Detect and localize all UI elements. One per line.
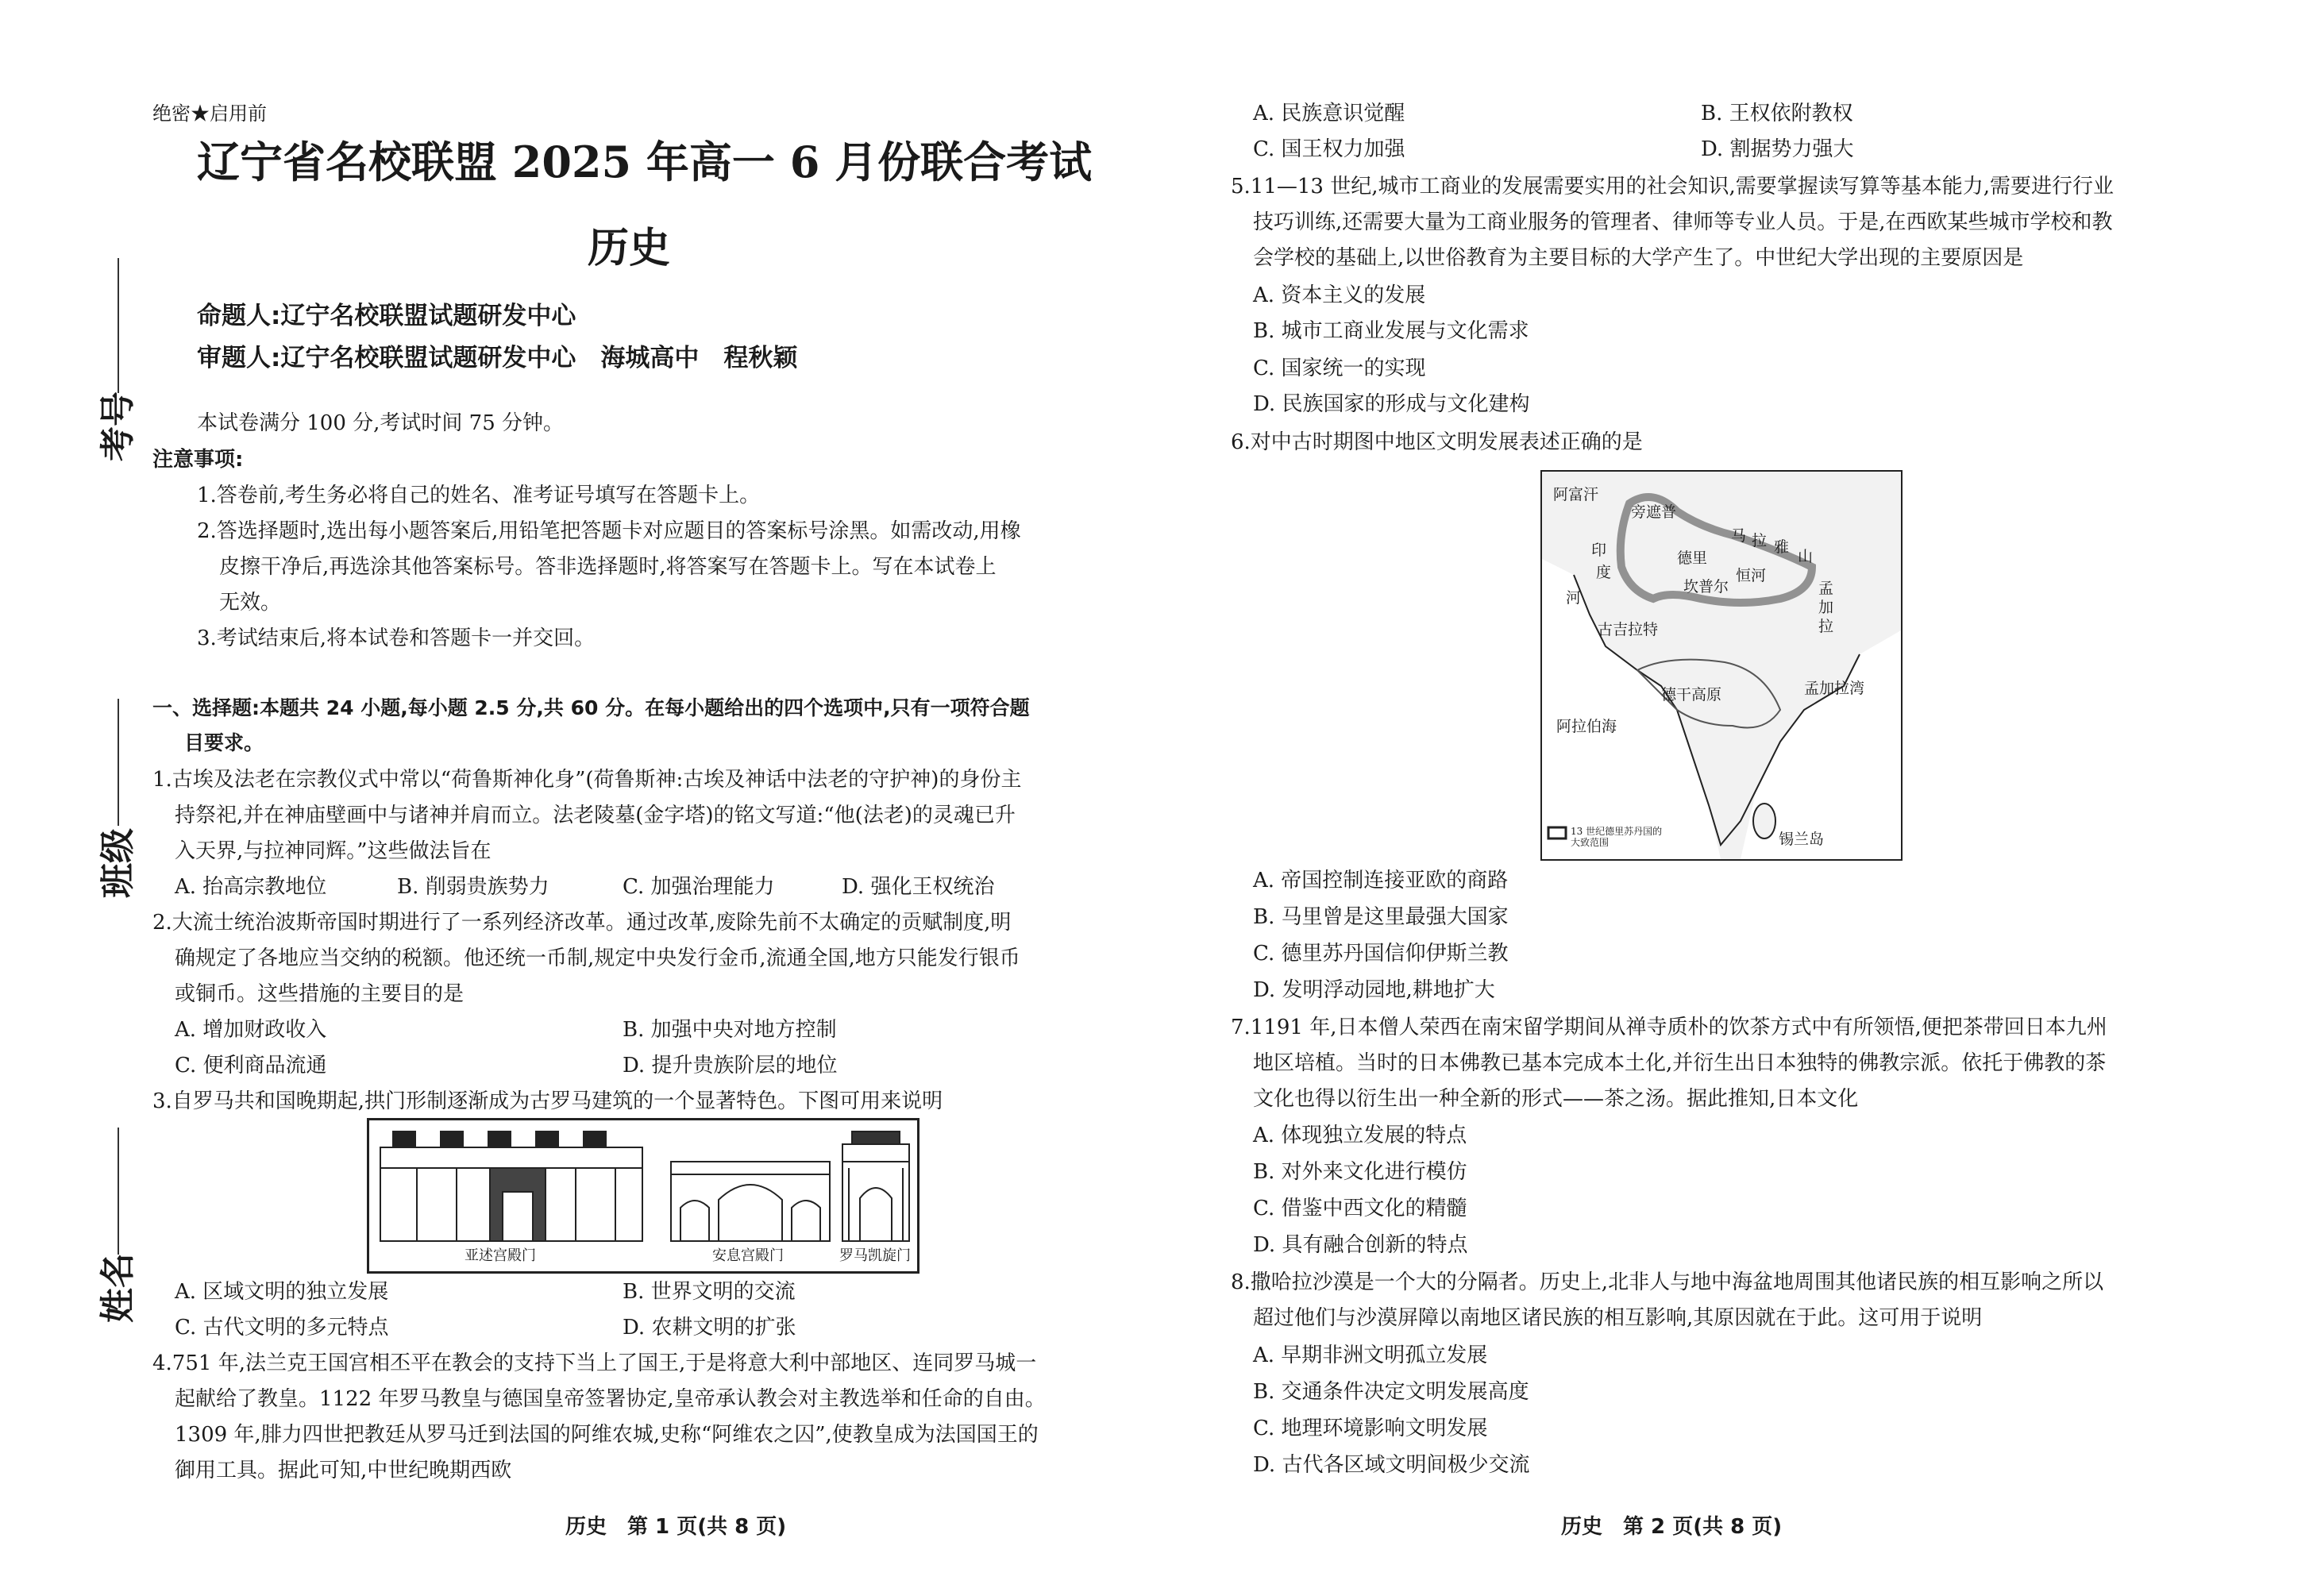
option-d: D. 农耕文明的扩张 (623, 1316, 796, 1340)
option-d: D. 发明浮动园地,耕地扩大 (1253, 978, 1495, 1002)
question-stem: 御用工具。据此可知,中世纪晚期西欧 (175, 1459, 512, 1482)
note-line: 2.答选择题时,选出每小题答案后,用铅笔把答题卡对应题目的答案标号涂黑。如需改动,用橡 (197, 519, 1021, 543)
option-c: C. 加强治理能力 (623, 875, 775, 899)
question-stem: 7.1191 年,日本僧人荣西在南宋留学期间从禅寺质朴的饮茶方式中有所领悟,便把茶带回日本九州 (1231, 1016, 2107, 1039)
label-ganges: 恒河 (1736, 567, 1767, 584)
question-stem: 4.751 年,法兰克王国宫相丕平在教会的支持下当上了国王,于是将意大利中部地区、连同罗马城一 (152, 1351, 1037, 1375)
question-stem: 1.古埃及法老在宗教仪式中常以“荷鲁斯神化身”(荷鲁斯神:古埃及神话中法老的守护神)的身份主 (152, 768, 1022, 792)
label-meng: 孟 (1818, 580, 1834, 597)
question-stem: 持祭祀,并在神庙壁画中与诸神并肩而立。法老陵墓(金字塔)的铭文写道:“他(法老)的灵魂已升 (175, 804, 1016, 827)
page-footer-left: 历史 第 1 页(共 8 页) (565, 1515, 787, 1539)
option-c: C. 国家统一的实现 (1253, 357, 1426, 380)
option-b: B. 城市工商业发展与文化需求 (1253, 319, 1529, 343)
option-d: D. 提升贵族阶层的地位 (623, 1054, 838, 1077)
assyrian-gate-drawing (380, 1131, 642, 1241)
exam-no-rule (118, 258, 119, 393)
label-la2: 拉 (1818, 618, 1834, 635)
option-a: A. 增加财政收入 (175, 1018, 327, 1042)
option-a: A. 体现独立发展的特点 (1253, 1124, 1467, 1147)
parthian-gate-drawing (671, 1162, 830, 1241)
label-delhi: 德里 (1677, 549, 1708, 567)
map-illustration (1542, 472, 1901, 859)
question-stem: 8.撒哈拉沙漠是一个大的分隔者。历史上,北非人与地中海盆地周围其他诸民族的相互影响之所以 (1231, 1270, 2104, 1294)
india-map (1540, 470, 1903, 861)
question-stem: 文化也得以衍生出一种全新的形式——茶之汤。据此推知,日本文化 (1253, 1087, 1859, 1111)
caption-assyrian: 亚述宫殿门 (465, 1247, 536, 1264)
option-b: B. 王权依附教权 (1701, 102, 1853, 125)
gates-illustration (369, 1120, 917, 1271)
question-stem: 起献给了教皇。1122 年罗马教皇与德国皇帝签署协定,皇帝承认教会对主教选举和任命的自由。 (175, 1387, 1046, 1411)
page-footer-right: 历史 第 2 页(共 8 页) (1561, 1515, 1783, 1539)
label-la: 拉 (1752, 532, 1768, 549)
map-legend-text: 13 世纪德里苏丹国的大致范围 (1571, 826, 1663, 848)
question-stem: 会学校的基础上,以世俗教育为主要目标的大学产生了。中世纪大学出现的主要原因是 (1253, 246, 2024, 270)
option-a: A. 早期非洲文明孤立发展 (1253, 1343, 1488, 1367)
option-d: D. 具有融合创新的特点 (1253, 1233, 1468, 1257)
note-line: 无效。 (219, 591, 282, 615)
label-bay-of-bengal: 孟加拉湾 (1804, 680, 1865, 697)
question-stem: 地区培植。当时的日本佛教已基本完成本土化,并衍生出日本独特的佛教宗派。依托于佛教的茶 (1253, 1051, 2107, 1075)
label-jia: 加 (1818, 599, 1834, 616)
label-shan: 山 (1798, 548, 1814, 565)
question-stem: 6.对中古时期图中地区文明发展表述正确的是 (1231, 430, 1643, 454)
notes-title: 注意事项: (152, 448, 244, 472)
label-gujarat: 古吉拉特 (1598, 621, 1659, 638)
author-line: 命题人:辽宁名校联盟试题研发中心 (197, 302, 576, 330)
question-stem: 2.大流士统治波斯帝国时期进行了一系列经济改革。通过改革,废除先前不太确定的贡赋制度,明 (152, 911, 1012, 935)
confidential-mark: 绝密★启用前 (152, 102, 267, 125)
caption-roman: 罗马凯旋门 (839, 1247, 911, 1264)
label-ma: 马 (1731, 527, 1747, 545)
exam-title: 辽宁省名校联盟 2025 年高一 6 月份联合考试 (197, 137, 1093, 187)
option-b: B. 世界文明的交流 (623, 1280, 796, 1304)
question-stem: 技巧训练,还需要大量为工商业服务的管理者、律师等专业人员。于是,在西欧某些城市学校和教 (1253, 210, 2113, 234)
option-c: C. 地理环境影响文明发展 (1253, 1417, 1488, 1440)
label-yin: 印 (1591, 542, 1607, 559)
option-a: A. 资本主义的发展 (1253, 283, 1426, 307)
question-stem: 入天界,与拉神同辉。”这些做法旨在 (175, 839, 492, 863)
option-c: C. 便利商品流通 (175, 1054, 327, 1077)
label-arabian-sea: 阿拉伯海 (1556, 718, 1617, 735)
label-du: 度 (1596, 564, 1612, 581)
option-d: D. 古代各区域文明间极少交流 (1253, 1453, 1530, 1477)
option-d: D. 民族国家的形成与文化建构 (1253, 392, 1530, 416)
question-stem: 或铜币。这些措施的主要目的是 (175, 982, 465, 1006)
option-a: A. 帝国控制连接亚欧的商路 (1253, 869, 1509, 892)
class-label: 班级 (98, 828, 138, 898)
roman-arch-drawing (842, 1131, 909, 1241)
option-b: B. 马里曾是这里最强大国家 (1253, 905, 1509, 929)
class-rule (118, 699, 119, 826)
option-b: B. 对外来文化进行模仿 (1253, 1160, 1467, 1184)
option-b: B. 交通条件决定文明发展高度 (1253, 1380, 1529, 1404)
label-deccan: 德干高原 (1661, 686, 1722, 704)
question-stem: 1309 年,腓力四世把教廷从罗马迁到法国的阿维农城,史称“阿维农之囚”,使教皇成为法国国王的 (175, 1423, 1039, 1447)
note-line: 3.考试结束后,将本试卷和答题卡一并交回。 (197, 626, 596, 650)
option-c: C. 借鉴中西文化的精髓 (1253, 1197, 1467, 1220)
question-stem: 确规定了各地应当交纳的税额。他还统一币制,规定中央发行金币,流通全国,地方只能发行银币 (175, 946, 1020, 970)
question-stem: 3.自罗马共和国晚期起,拱门形制逐渐成为古罗马建筑的一个显著特色。下图可用来说明 (152, 1089, 943, 1113)
option-c: C. 古代文明的多元特点 (175, 1316, 389, 1340)
option-a: A. 民族意识觉醒 (1253, 102, 1405, 125)
label-ya: 雅 (1774, 538, 1790, 556)
note-line: 1.答卷前,考生务必将自己的姓名、准考证号填写在答题卡上。 (197, 484, 761, 507)
subject-title: 历史 (588, 225, 671, 272)
option-c: C. 德里苏丹国信仰伊斯兰教 (1253, 942, 1509, 966)
exam-no-label: 考号 (98, 391, 138, 461)
option-b: B. 加强中央对地方控制 (623, 1018, 837, 1042)
label-ceylon: 锡兰岛 (1779, 831, 1825, 848)
name-label: 姓名 (98, 1253, 138, 1323)
section-heading: 一、选择题:本题共 24 小题,每小题 2.5 分,共 60 分。在每小题给出的四个选项中,只有一项符合题 (152, 696, 1030, 719)
option-c: C. 国王权力加强 (1253, 137, 1405, 161)
option-d: D. 强化王权统治 (842, 875, 995, 899)
caption-parthian: 安息宫殿门 (712, 1247, 784, 1264)
option-a: A. 抬高宗教地位 (175, 875, 327, 899)
reviewer-line: 审题人:辽宁名校联盟试题研发中心 海城高中 程秋颖 (197, 344, 798, 372)
section-heading-cont: 目要求。 (184, 731, 264, 754)
label-kanpur: 坎普尔 (1683, 578, 1729, 596)
name-rule (118, 1128, 119, 1255)
question-stem: 5.11—13 世纪,城市工商业的发展需要实用的社会知识,需要掌握读写算等基本能力,需要进行行业 (1231, 175, 2115, 199)
label-afghanistan: 阿富汗 (1553, 486, 1599, 503)
label-punjab: 旁遮普 (1631, 503, 1677, 521)
label-he: 河 (1566, 589, 1582, 607)
option-d: D. 割据势力强大 (1701, 137, 1854, 161)
option-a: A. 区域文明的独立发展 (175, 1280, 389, 1304)
score-time: 本试卷满分 100 分,考试时间 75 分钟。 (197, 411, 565, 435)
gate-figure (367, 1118, 919, 1274)
option-b: B. 削弱贵族势力 (397, 875, 549, 899)
note-line: 皮擦干净后,再选涂其他答案标号。答非选择题时,将答案写在答题卡上。写在本试卷上 (219, 555, 997, 579)
question-stem: 超过他们与沙漠屏障以南地区诸民族的相互影响,其原因就在于此。这可用于说明 (1253, 1306, 1983, 1330)
